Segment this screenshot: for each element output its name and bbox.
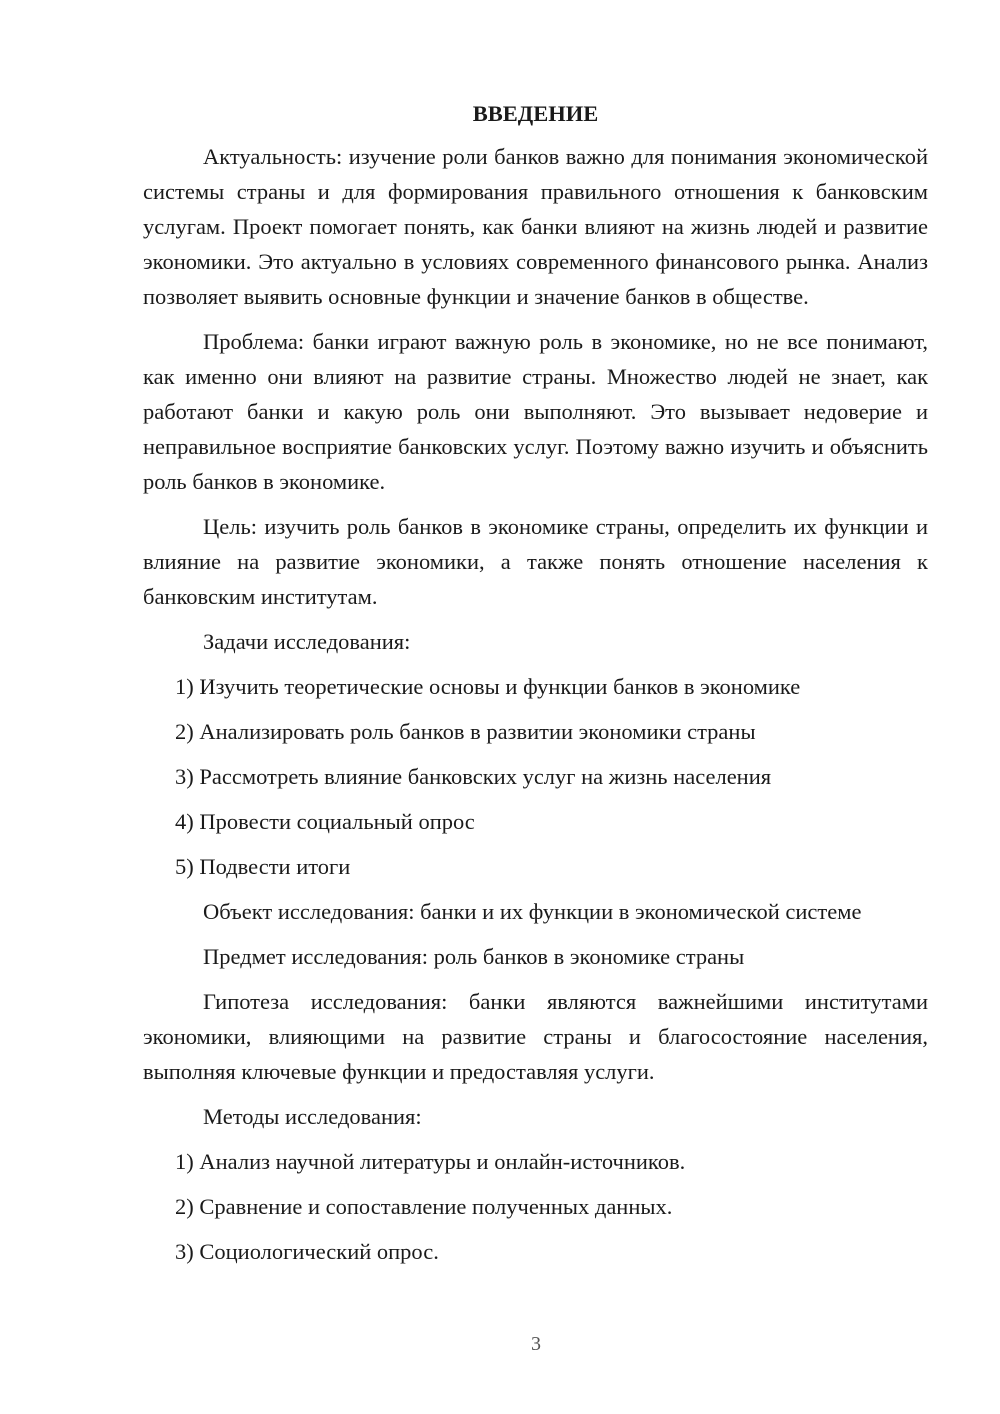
page-number: 3 bbox=[531, 1333, 541, 1355]
subject-line: Предмет исследования: роль банков в экономике страны bbox=[203, 944, 745, 969]
methods-heading: Методы исследования: bbox=[203, 1104, 422, 1129]
method-item: 2) Сравнение и сопоставление полученных данных. bbox=[175, 1194, 673, 1219]
goal-paragraph: Цель: изучить роль банков в экономике страны, определить их функции и влияние на развитие экономики, а также понять отношение населения к банковским институтам. bbox=[143, 514, 928, 609]
task-item: 1) Изучить теоретические основы и функции банков в экономике bbox=[175, 674, 801, 699]
hypothesis-paragraph: Гипотеза исследования: банки являются важнейшими институтами экономики, влияющими на развитие страны и благосостояние населения, выполняя ключевые функции и предоставляя услуги. bbox=[143, 989, 928, 1084]
relevance-paragraph: Актуальность: изучение роли банков важно для понимания экономической системы страны и для формирования правильного отношения к банковским услугам. Проект помогает понять, как банки влияют на жизнь людей и развитие экономики. Это актуально в условиях современного финансового рынка. Анализ позволяет выявить основные функции и значение банков в обществе. bbox=[143, 144, 928, 309]
task-item: 5) Подвести итоги bbox=[175, 854, 351, 879]
section-title: ВВЕДЕНИЕ bbox=[472, 101, 599, 126]
document-page bbox=[143, 96, 928, 1279]
problem-paragraph: Проблема: банки играют важную роль в экономике, но не все понимают, как именно они влияют на развитие страны. Множество людей не знает, как работают банки и какую роль они выполняют. Это вызывает недоверие и неправильное восприятие банковских услуг. Поэтому важно изучить и объяснить роль банков в экономике. bbox=[143, 329, 928, 494]
method-item: 1) Анализ научной литературы и онлайн-источников. bbox=[175, 1149, 686, 1174]
task-item: 2) Анализировать роль банков в развитии экономики страны bbox=[175, 719, 756, 744]
task-item: 4) Провести социальный опрос bbox=[175, 809, 475, 834]
object-line: Объект исследования: банки и их функции в экономической системе bbox=[203, 899, 862, 924]
method-item: 3) Социологический опрос. bbox=[175, 1239, 439, 1264]
tasks-heading: Задачи исследования: bbox=[203, 629, 411, 654]
task-item: 3) Рассмотреть влияние банковских услуг на жизнь населения bbox=[175, 764, 772, 789]
